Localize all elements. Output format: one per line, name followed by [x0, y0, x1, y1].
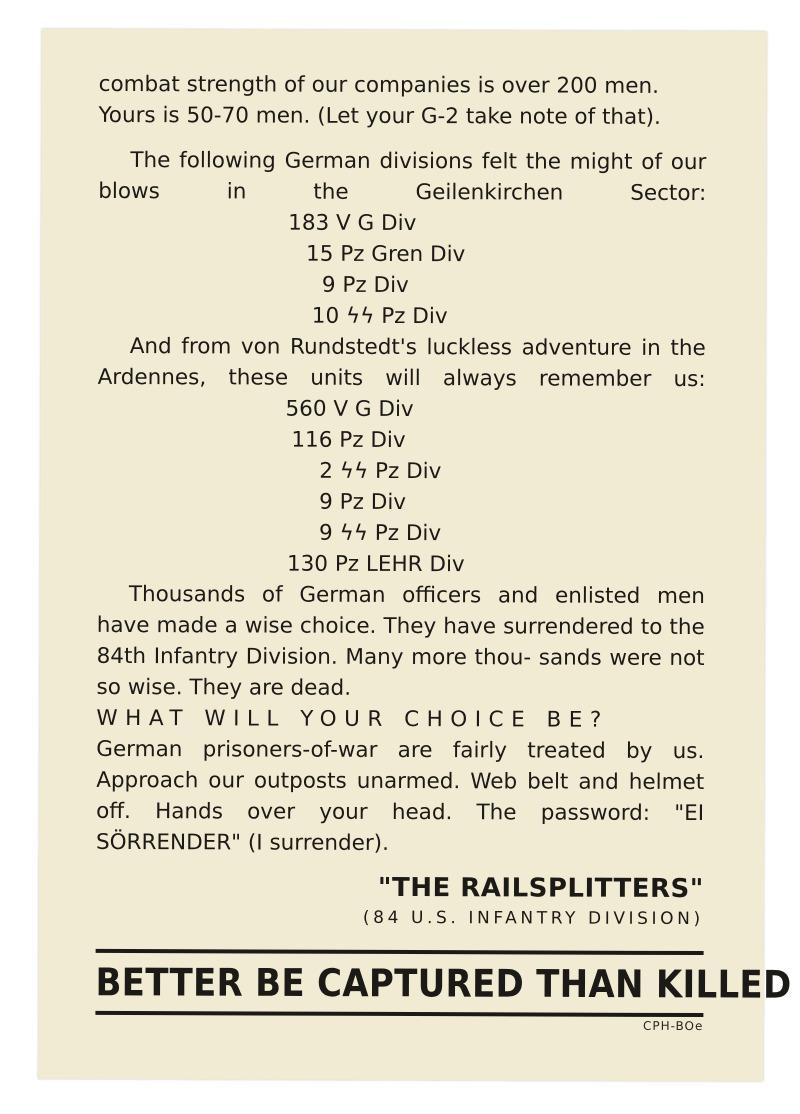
division-signature: "THE RAILSPLITTERS"	[377, 872, 704, 905]
division-item: 183 V G Div	[288, 210, 417, 237]
slogan: BETTER BE CAPTURED THAN KILLED	[95, 960, 792, 1008]
leaflet-body	[96, 69, 707, 932]
leaflet-card	[38, 29, 792, 1082]
division-item: 15 Pz Gren Div	[306, 241, 466, 268]
geilenkirchen-paragraph: The following German divisions felt the might of our blows in the Geilenkirchen Sector:	[98, 148, 707, 207]
choice-question: WHAT WILL YOUR CHOICE BE?	[96, 705, 609, 733]
division-item: 9 Pz Div	[319, 489, 407, 516]
division-item: 116 Pz Div	[291, 427, 406, 454]
intro-line-2: Yours is 50-70 men. (Let your G-2 take note of that).	[98, 102, 661, 130]
division-item: 9 Pz Div	[321, 272, 409, 299]
division-subtitle: (84 U.S. INFANTRY DIVISION)	[362, 907, 704, 930]
ardennes-paragraph: And from von Rundstedt's luckless adventure in the Ardennes, these units will always remember us:	[97, 334, 706, 393]
print-code: CPH-BOe	[642, 1018, 704, 1034]
thousands-paragraph: Thousands of German officers and enlisted men have made a wise choice. They have surrendered to the 84th Infantry Division. Many more thou- sands were not so wise. They are dead.	[96, 582, 705, 701]
division-item: 2 ϟϟ Pz Div	[319, 458, 442, 485]
division-item: 9 ϟϟ Pz Div	[319, 520, 442, 547]
division-item: 560 V G Div	[285, 396, 414, 423]
instructions-paragraph: German prisoners-of-war are fairly treated by us. Approach our outposts unarmed. Web belt and helmet off. Hands over your head. The password: "EI SÖRRENDER" (I surrender).	[95, 736, 705, 856]
slogan-top-rule	[96, 949, 704, 955]
slogan-bottom-rule	[95, 1011, 703, 1017]
division-item: 10 ϟϟ Pz Div	[311, 303, 448, 330]
intro-line-1: combat strength of our companies is over 200 men.	[98, 71, 659, 99]
division-item: 130 Pz LEHR Div	[286, 551, 465, 578]
ardennes-division-list	[97, 393, 706, 581]
geilenkirchen-division-list	[98, 207, 706, 333]
